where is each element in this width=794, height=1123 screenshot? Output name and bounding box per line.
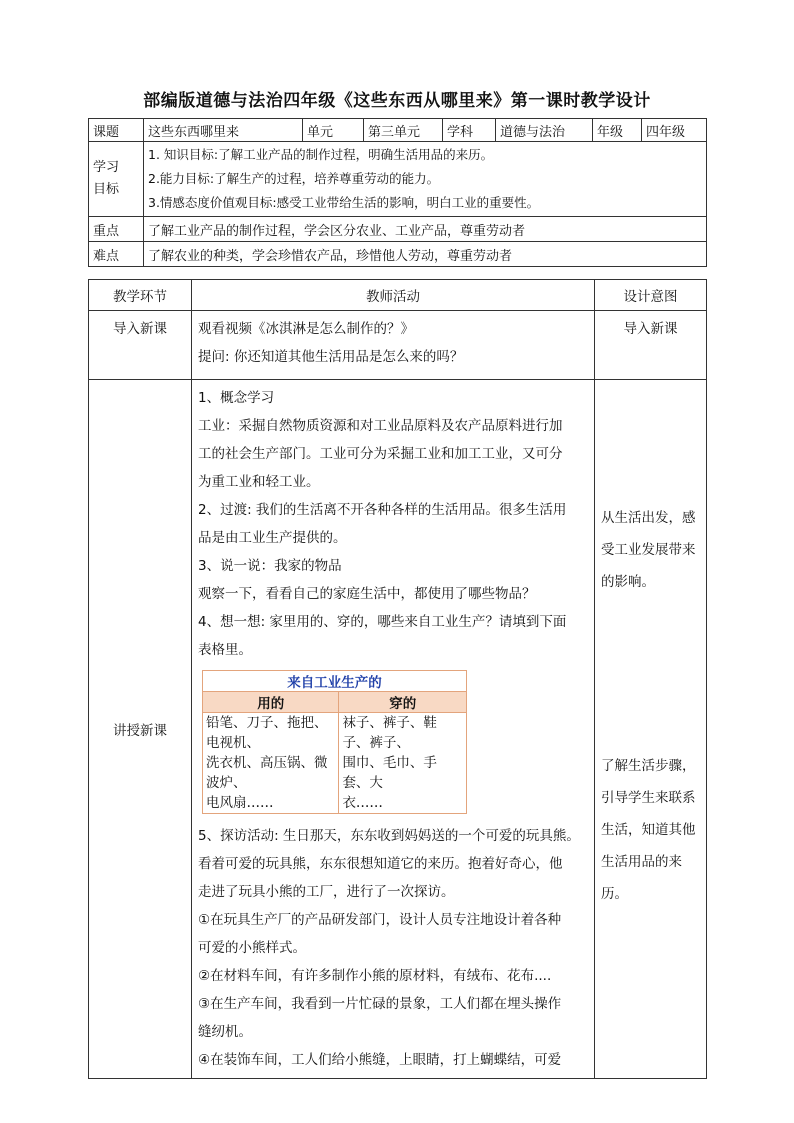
topic-label: 课题 xyxy=(89,119,144,142)
goal-item: 3.情感态度价值观目标:感受工业带给生活的影响，明白工业的重要性。 xyxy=(148,195,540,210)
intro-intent: 导入新课 xyxy=(595,311,707,380)
activity-line: ③在生产车间，我看到一片忙碌的景象，工人们都在埋头操作 xyxy=(198,996,562,1012)
activity-line: 品是由工业生产提供的。 xyxy=(198,530,347,546)
header-activity: 教师活动 xyxy=(192,280,595,311)
intro-row xyxy=(89,311,707,380)
mini-table-title: 来自工业生产的 xyxy=(203,671,467,692)
activity-line: 可爱的小熊样式。 xyxy=(198,940,306,956)
intent-line: 受工业发展带来 xyxy=(601,542,696,558)
activity-line: 2、过渡: 我们的生活离不开各种各样的生活用品。很多生活用 xyxy=(198,502,567,518)
goals-label-text: 学习目标 xyxy=(93,160,120,197)
unit-value: 第三单元 xyxy=(364,119,443,142)
subject-value: 道德与法治 xyxy=(496,119,593,142)
mini-line: 电风扇…… xyxy=(206,795,274,811)
mini-line: 袜子、裤子、鞋子、裤子、 xyxy=(342,715,437,751)
teach-intent xyxy=(595,380,707,1079)
grade-value: 四年级 xyxy=(642,119,707,142)
teach-stage: 讲授新课 xyxy=(89,380,192,1079)
activity-line: 3、说一说：我家的物品 xyxy=(198,558,342,574)
intent-line: 生活用品的来历。 xyxy=(601,854,682,902)
unit-label: 单元 xyxy=(303,119,364,142)
teach-activity xyxy=(192,380,595,1079)
intent-line: 了解生活步骤， xyxy=(601,758,696,774)
activity-line: 走进了玩具小熊的工厂，进行了一次探访。 xyxy=(198,884,455,900)
activity-line: ②在材料车间，有许多制作小熊的原材料，有绒布、花布.... xyxy=(198,968,552,984)
intent-line: 从生活出发，感 xyxy=(601,510,696,526)
key-value: 了解工业产品的制作过程，学会区分农业、工业产品，尊重劳动者 xyxy=(144,217,707,242)
topic-value: 这些东西哪里来 xyxy=(144,119,303,142)
goals-label xyxy=(89,142,144,217)
info-table xyxy=(88,118,707,267)
intro-activity xyxy=(192,311,595,380)
diff-value: 了解农业的种类，学会珍惜农产品，珍惜他人劳动，尊重劳动者 xyxy=(144,242,707,267)
subject-label: 学科 xyxy=(443,119,496,142)
activity-line: 观察一下，看看自己的家庭生活中，都使用了哪些物品？ xyxy=(198,586,536,602)
process-table xyxy=(88,279,707,1079)
key-label: 重点 xyxy=(89,217,144,242)
diff-label: 难点 xyxy=(89,242,144,267)
mini-line: 铅笔、刀子、拖把、电视机、 xyxy=(206,715,328,751)
mini-cell-worn xyxy=(339,713,467,814)
industry-products-table xyxy=(202,670,467,814)
header-intent: 设计意图 xyxy=(595,280,707,311)
goals-content xyxy=(144,142,707,217)
activity-line: 缝纫机。 xyxy=(198,1024,252,1040)
grade-label: 年级 xyxy=(593,119,642,142)
mini-cell-used xyxy=(203,713,339,814)
info-row-goals xyxy=(89,142,707,217)
mini-line: 衣…… xyxy=(342,795,383,811)
activity-line: ①在玩具生产厂的产品研发部门，设计人员专注地设计着各种 xyxy=(198,912,562,928)
goal-item: 1. 知识目标:了解工业产品的制作过程，明确生活用品的来历。 xyxy=(148,147,494,162)
activity-line: 观看视频《冰淇淋是怎么制作的？》 xyxy=(198,321,414,337)
activity-line: 工的社会生产部门。工业可分为采掘工业和加工工业，又可分 xyxy=(198,446,563,462)
intent-line: 引导学生来联系 xyxy=(601,790,696,806)
mini-line: 洗衣机、高压锅、微波炉、 xyxy=(206,755,328,791)
mini-col-worn: 穿的 xyxy=(339,692,467,713)
activity-line: 看着可爱的玩具熊，东东很想知道它的来历。抱着好奇心，他 xyxy=(198,856,563,872)
activity-line: 1、概念学习 xyxy=(198,390,275,406)
header-stage: 教学环节 xyxy=(89,280,192,311)
intent-line: 生活，知道其他 xyxy=(601,822,696,838)
activity-line: 5、探访活动: 生日那天，东东收到妈妈送的一个可爱的玩具熊。 xyxy=(198,828,580,844)
activity-line: ④在装饰车间，工人们给小熊缝，上眼睛，打上蝴蝶结，可爱 xyxy=(198,1052,562,1068)
activity-line: 4、想一想: 家里用的、穿的，哪些来自工业生产？请填到下面 xyxy=(198,614,567,630)
activity-line: 表格里。 xyxy=(198,642,252,658)
mini-line: 围巾、毛巾、手套、大 xyxy=(342,755,437,791)
activity-line: 工业：采掘自然物质资源和对工业品原料及农产品原料进行加 xyxy=(198,418,563,434)
activity-line: 为重工业和轻工业。 xyxy=(198,474,320,490)
process-header-row xyxy=(89,280,707,311)
mini-col-used: 用的 xyxy=(203,692,339,713)
info-row-topic xyxy=(89,119,707,142)
activity-line: 提问: 你还知道其他生活用品是怎么来的吗？ xyxy=(198,349,464,365)
goal-item: 2.能力目标:了解生产的过程，培养尊重劳动的能力。 xyxy=(148,171,440,186)
intro-stage: 导入新课 xyxy=(89,311,192,380)
teach-row xyxy=(89,380,707,1079)
page-title: 部编版道德与法治四年级《这些东西从哪里来》第一课时教学设计 xyxy=(143,91,651,111)
info-row-key xyxy=(89,217,707,242)
intent-line: 的影响。 xyxy=(601,574,655,590)
info-row-diff xyxy=(89,242,707,267)
